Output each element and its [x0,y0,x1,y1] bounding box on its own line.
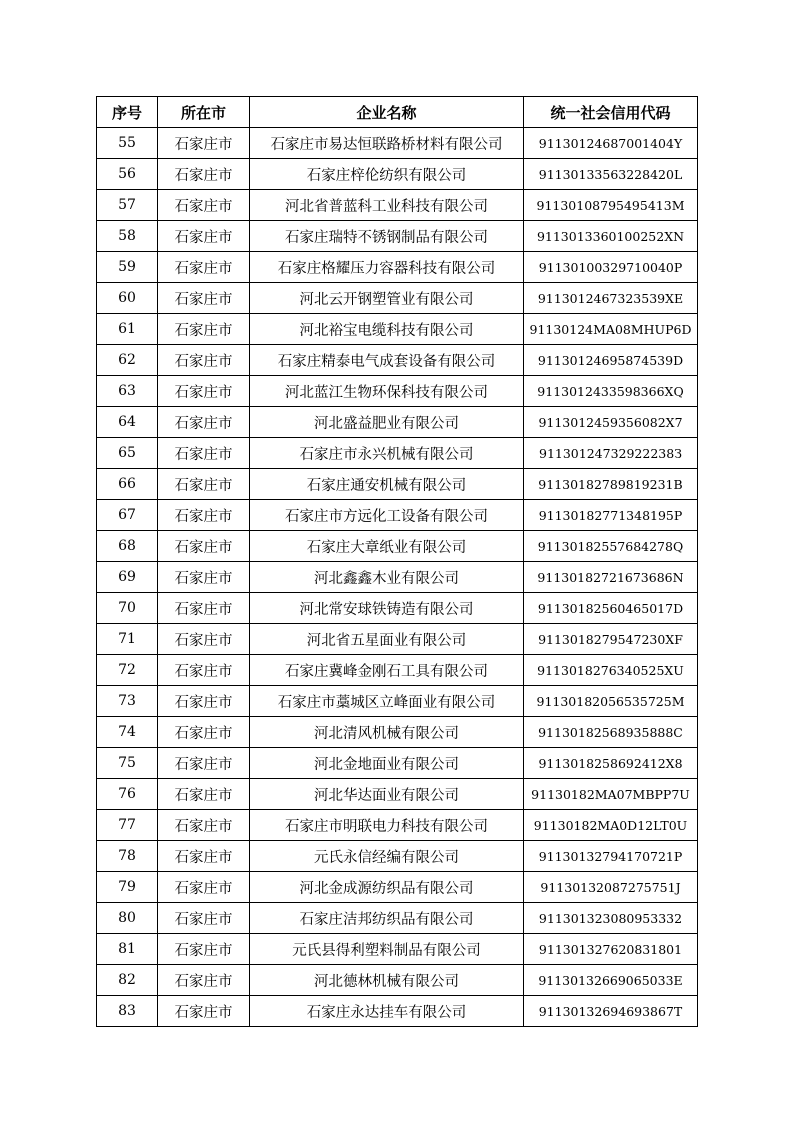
row-company-name: 河北鑫鑫木业有限公司 [250,562,524,593]
row-company-name: 石家庄市方远化工设备有限公司 [250,500,524,531]
row-company-name: 河北德林机械有限公司 [250,965,524,996]
row-index: 59 [97,252,158,283]
table-row [97,841,698,872]
row-index: 66 [97,469,158,500]
row-credit-code: 9113012433598366XQ [524,376,698,407]
row-index: 75 [97,748,158,779]
row-city: 石家庄市 [158,159,250,190]
row-index: 56 [97,159,158,190]
row-city: 石家庄市 [158,996,250,1027]
table-row [97,810,698,841]
row-company-name: 元氏永信经编有限公司 [250,841,524,872]
row-company-name: 河北金地面业有限公司 [250,748,524,779]
row-city: 石家庄市 [158,748,250,779]
row-company-name: 河北蓝江生物环保科技有限公司 [250,376,524,407]
row-city: 石家庄市 [158,438,250,469]
row-index: 74 [97,717,158,748]
table-row [97,283,698,314]
table-row [97,314,698,345]
row-company-name: 石家庄永达挂车有限公司 [250,996,524,1027]
row-index: 70 [97,593,158,624]
row-credit-code: 91130182MA0D12LT0U [524,810,698,841]
header-index: 序号 [97,97,158,128]
row-credit-code: 91130133563228420L [524,159,698,190]
header-row [97,97,698,128]
row-credit-code: 91130182557684278Q [524,531,698,562]
table-row [97,562,698,593]
table-row [97,469,698,500]
row-index: 73 [97,686,158,717]
row-city: 石家庄市 [158,190,250,221]
row-index: 55 [97,128,158,159]
row-city: 石家庄市 [158,345,250,376]
row-index: 83 [97,996,158,1027]
row-company-name: 石家庄冀峰金刚石工具有限公司 [250,655,524,686]
row-company-name: 河北华达面业有限公司 [250,779,524,810]
row-credit-code: 9113018279547230XF [524,624,698,655]
row-company-name: 元氏县得利塑料制品有限公司 [250,934,524,965]
row-city: 石家庄市 [158,624,250,655]
row-company-name: 河北裕宝电缆科技有限公司 [250,314,524,345]
table-row [97,686,698,717]
row-company-name: 河北云开钢塑管业有限公司 [250,283,524,314]
table-row [97,376,698,407]
row-city: 石家庄市 [158,469,250,500]
table-row [97,872,698,903]
row-company-name: 石家庄市藁城区立峰面业有限公司 [250,686,524,717]
row-city: 石家庄市 [158,562,250,593]
row-credit-code: 9113012467323539XE [524,283,698,314]
row-credit-code: 9113018276340525XU [524,655,698,686]
table-row [97,500,698,531]
table-row [97,655,698,686]
row-credit-code: 911301323080953332 [524,903,698,934]
row-index: 64 [97,407,158,438]
table-row [97,252,698,283]
row-city: 石家庄市 [158,376,250,407]
row-credit-code: 911301327620831801 [524,934,698,965]
table-row [97,407,698,438]
row-index: 57 [97,190,158,221]
row-city: 石家庄市 [158,841,250,872]
enterprise-table-container [96,96,698,1027]
row-company-name: 河北省五星面业有限公司 [250,624,524,655]
row-index: 79 [97,872,158,903]
table-row [97,345,698,376]
row-city: 石家庄市 [158,593,250,624]
table-row [97,903,698,934]
row-index: 63 [97,376,158,407]
table-body [97,128,698,1027]
row-city: 石家庄市 [158,779,250,810]
row-index: 58 [97,221,158,252]
table-row [97,221,698,252]
table-header [97,97,698,128]
table-row [97,717,698,748]
row-company-name: 河北金成源纺织品有限公司 [250,872,524,903]
row-index: 78 [97,841,158,872]
row-company-name: 石家庄市永兴机械有限公司 [250,438,524,469]
row-credit-code: 9113012459356082X7 [524,407,698,438]
row-company-name: 河北清风机械有限公司 [250,717,524,748]
table-row [97,593,698,624]
row-credit-code: 91130124687001404Y [524,128,698,159]
row-index: 72 [97,655,158,686]
row-index: 77 [97,810,158,841]
row-city: 石家庄市 [158,872,250,903]
row-credit-code: 91130132669065033E [524,965,698,996]
row-index: 61 [97,314,158,345]
table-row [97,159,698,190]
row-index: 69 [97,562,158,593]
row-city: 石家庄市 [158,810,250,841]
row-credit-code: 91130182560465017D [524,593,698,624]
table-row [97,934,698,965]
table-row [97,128,698,159]
row-city: 石家庄市 [158,531,250,562]
row-credit-code: 91130182056535725M [524,686,698,717]
enterprise-table [96,96,698,1027]
row-credit-code: 91130124732922238З [524,438,698,469]
row-company-name: 河北常安球铁铸造有限公司 [250,593,524,624]
row-city: 石家庄市 [158,128,250,159]
row-credit-code: 9113018258692412X8 [524,748,698,779]
row-index: 60 [97,283,158,314]
row-credit-code: 91130132694693867T [524,996,698,1027]
row-index: 65 [97,438,158,469]
row-company-name: 河北盛益肥业有限公司 [250,407,524,438]
row-credit-code: 91130182568935888C [524,717,698,748]
row-credit-code: 91130132087275751J [524,872,698,903]
table-row [97,438,698,469]
row-credit-code: 91130100329710040P [524,252,698,283]
row-company-name: 河北省普蓝科工业科技有限公司 [250,190,524,221]
row-city: 石家庄市 [158,314,250,345]
table-row [97,965,698,996]
row-credit-code: 91130182771348195P [524,500,698,531]
row-index: 81 [97,934,158,965]
row-credit-code: 91130182721673686N [524,562,698,593]
row-city: 石家庄市 [158,283,250,314]
row-index: 68 [97,531,158,562]
row-city: 石家庄市 [158,686,250,717]
row-index: 82 [97,965,158,996]
row-company-name: 石家庄洁邦纺织品有限公司 [250,903,524,934]
row-company-name: 石家庄大章纸业有限公司 [250,531,524,562]
row-index: 76 [97,779,158,810]
row-city: 石家庄市 [158,407,250,438]
row-company-name: 石家庄梓伦纺织有限公司 [250,159,524,190]
header-city: 所在市 [158,97,250,128]
row-city: 石家庄市 [158,717,250,748]
table-row [97,779,698,810]
row-credit-code: 91130132794170721P [524,841,698,872]
row-index: 62 [97,345,158,376]
row-credit-code: 91130108795495413M [524,190,698,221]
table-row [97,190,698,221]
header-credit-code: 统一社会信用代码 [524,97,698,128]
row-city: 石家庄市 [158,934,250,965]
row-credit-code: 91130124695874539D [524,345,698,376]
row-city: 石家庄市 [158,252,250,283]
row-index: 80 [97,903,158,934]
row-index: 71 [97,624,158,655]
row-city: 石家庄市 [158,965,250,996]
row-company-name: 石家庄格耀压力容器科技有限公司 [250,252,524,283]
row-city: 石家庄市 [158,655,250,686]
table-row [97,624,698,655]
row-company-name: 石家庄通安机械有限公司 [250,469,524,500]
row-credit-code: 91130124MA08MHUP6D [524,314,698,345]
table-row [97,531,698,562]
row-city: 石家庄市 [158,500,250,531]
row-company-name: 石家庄瑞特不锈钢制品有限公司 [250,221,524,252]
table-row [97,996,698,1027]
row-credit-code: 9113013360100252XN [524,221,698,252]
row-city: 石家庄市 [158,221,250,252]
row-company-name: 石家庄市易达恒联路桥材料有限公司 [250,128,524,159]
table-row [97,748,698,779]
row-company-name: 石家庄精泰电气成套设备有限公司 [250,345,524,376]
row-credit-code: 91130182MA07MBPP7U [524,779,698,810]
row-company-name: 石家庄市明联电力科技有限公司 [250,810,524,841]
row-index: 67 [97,500,158,531]
header-company-name: 企业名称 [250,97,524,128]
row-city: 石家庄市 [158,903,250,934]
row-credit-code: 91130182789819231B [524,469,698,500]
